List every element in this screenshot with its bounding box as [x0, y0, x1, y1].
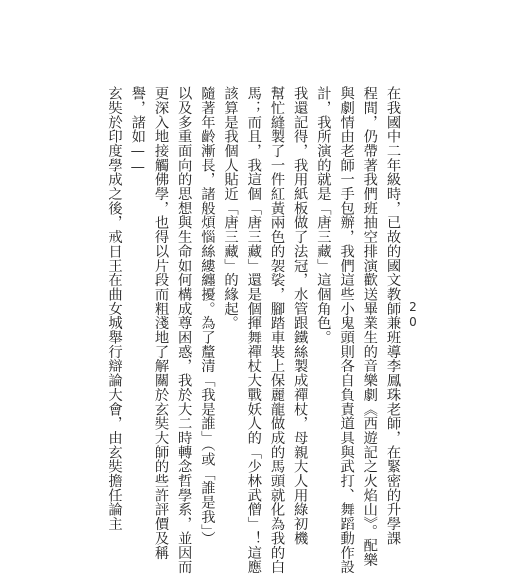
- text-column: 譽，諸如——: [129, 86, 146, 176]
- text-column: 以及多重面向的思想與生命如何構成尊困惑，我於大二時轉念哲學系，並因而: [176, 86, 193, 574]
- text-column: 程間，仍帶著我們班抽空排演歡送畢業生的音樂劇《西遊記之火焰山》。配樂: [361, 86, 378, 567]
- text-column: 馬；而且，我這個「唐三藏」還是個揮舞禪杖大戰妖人的「少林武僧」！這應: [245, 86, 262, 574]
- text-column: 更深入地接觸佛學，也得以片段而粗淺地了解關於玄奘大師的些許評價及稱: [152, 86, 169, 560]
- text-column: 該算是我個人貼近「唐三藏」的緣起。: [222, 86, 239, 330]
- text-column: 我還記得，我用紙板做了法冠，水管跟鐵絲製成禪杖，母親大人用綠初機: [292, 86, 309, 546]
- text-column: 玄奘於印度學成之後，戒日王在曲女城舉行辯論大會，由玄奘擔任論主: [106, 86, 123, 531]
- vertical-text-body: [102, 86, 404, 574]
- page-number: 20: [406, 300, 420, 330]
- text-column: 在我國中二年級時，已故的國文教師兼班導李鳳珠老師，在緊密的升學課: [385, 86, 401, 546]
- text-column: 與劇情由老師一手包辦，我們這些小鬼頭則各自負責道具與武打、舞蹈動作設: [338, 86, 355, 574]
- text-column: 計，我所演的就是「唐三藏」這個角色。: [315, 86, 332, 345]
- text-column: 幫忙縫製了一件紅黃兩色的袈裟，腳踏車裝上保麗龍做成的馬頭就化為我的白: [268, 86, 285, 574]
- text-column: 隨著年齡漸長，諸般煩惱絲縷纏擾。為了釐清「我是誰」（或「誰是我」）: [199, 86, 216, 546]
